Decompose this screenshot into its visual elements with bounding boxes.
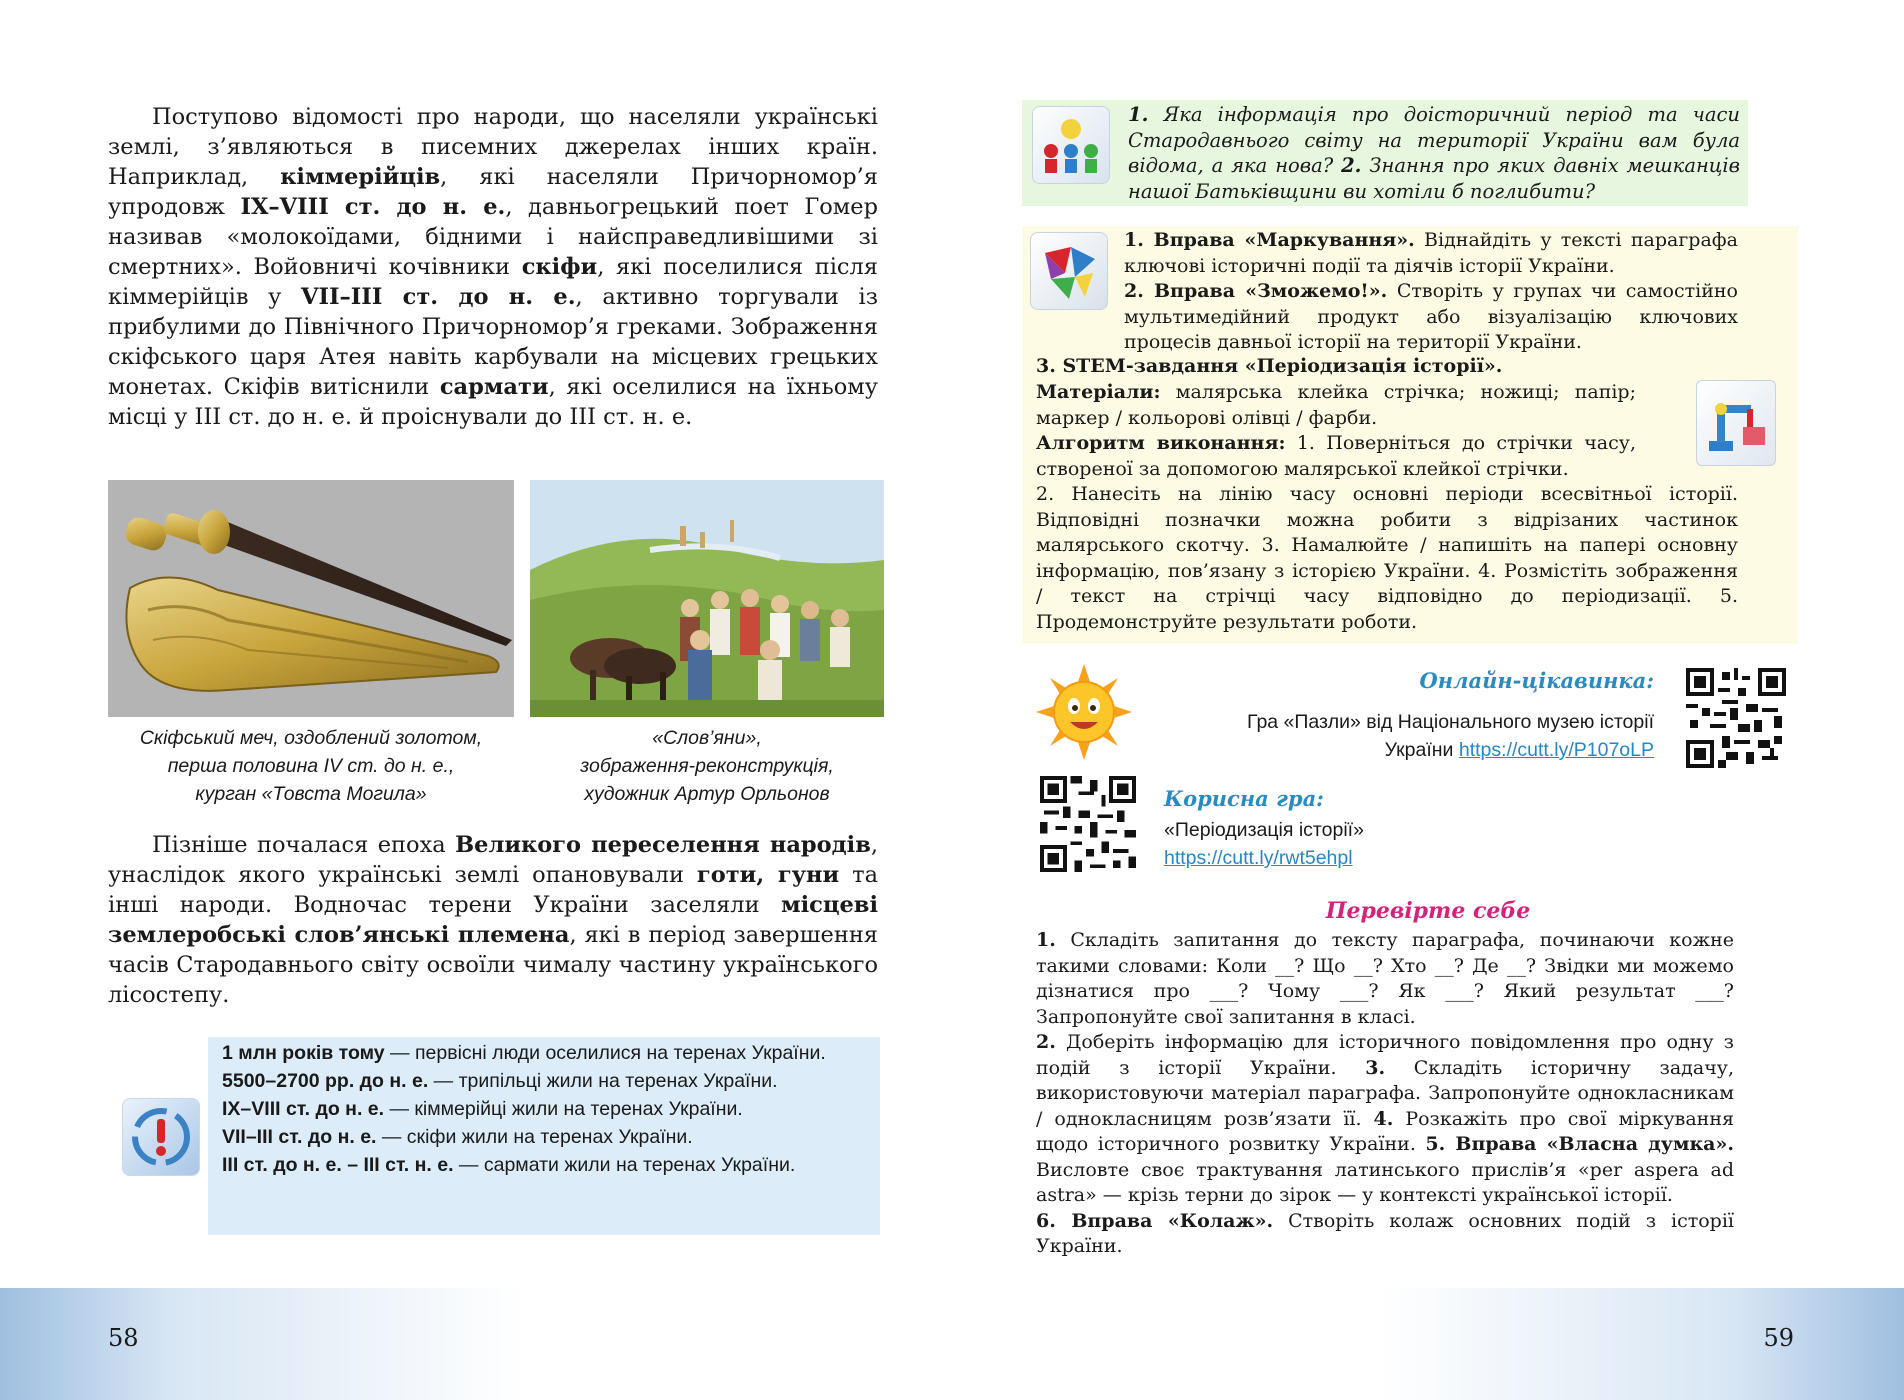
online-title: Онлайн-цікавинка: (1419, 668, 1654, 693)
term-goths-huns: готи, гуни (696, 862, 840, 888)
caption-line: зображення-реконструкція, (580, 755, 834, 777)
footer-band (0, 1288, 952, 1400)
chronology-date: 5500–2700 рр. до н. е. (222, 1070, 429, 1092)
algorithm-steps: 2. Нанесіть на лінію часу основні періоди всесвітньої історії. Відповідні позначки можна робити з відрізаних частинок малярського скотчу. 3. Намалюйте / напишіть на папері основну інформацію, пов’язану з історією України. 4. Розмістіть зображення / текст на стрічці часу відповідно до періодизації. 5. Продемонструйте результати роботи. (1036, 483, 1738, 633)
check-number: 2. (1036, 1031, 1056, 1053)
task-label: 3. STEM-завдання «Періодизація історії». (1036, 355, 1503, 377)
sword-illustration (108, 480, 514, 717)
text-span: , активно торгували із прибулими до Північного Причорномор’я греками. Зображення скіфського царя Атея навіть карбували на місцевих грецьких монетах. Скіфів витіснили (108, 284, 878, 400)
materials-label: Матеріали: (1036, 381, 1161, 403)
footer-band (952, 1288, 1904, 1400)
slavs-caption (530, 724, 884, 808)
task-text: Створіть у групах чи самостійно мультимедійний продукт або візуалізацію ключових процесів давньої історії на території України. (1124, 280, 1738, 353)
caption-line: Скіфський меч, оздоблений золотом, (139, 727, 483, 749)
chronology-text: — кіммерійці жили на теренах України. (384, 1098, 743, 1120)
caption-line: «Слов’яни», (652, 727, 762, 749)
question-text: Знання про яких давніх мешканців нашої Батьківщини ви хотіли б поглибити? (1128, 154, 1740, 203)
chronology-text: — скіфи жили на теренах України. (376, 1126, 693, 1148)
exclamation-recycle-icon (122, 1098, 200, 1176)
text-span: , які оселилися на їхньому місці у III ст. до н. е. й проіснували до III ст. н. е. (108, 374, 878, 430)
chronology-text: — сармати жили на теренах України. (453, 1154, 796, 1176)
check-text: Розкажіть про свої міркування щодо історичного розвитку України. (1036, 1107, 1734, 1155)
term-scythians: скіфи (521, 254, 598, 280)
question-number: 2. (1341, 154, 1362, 177)
chronology-date: 1 млн років тому (222, 1042, 385, 1064)
check-yourself-tasks (1036, 928, 1734, 1260)
caption-line: курган «Товста Могила» (195, 783, 427, 805)
term-great-migration: Великого переселення народів (455, 832, 871, 858)
text-span: , які населяли Причорномор’я упродовж (108, 164, 878, 220)
sun-icon (1036, 664, 1132, 760)
check-number: 1. (1036, 929, 1056, 951)
page-number: 59 (1763, 1324, 1794, 1352)
chronology-text: — первісні люди оселилися на теренах України. (384, 1042, 826, 1064)
check-text: Доберіть інформацію для історичного повідомлення про одну з подій з історії України. (1036, 1031, 1734, 1079)
term-sarmatians: сармати (439, 374, 549, 400)
questions-text (1128, 102, 1740, 204)
task-stem (1036, 354, 1736, 380)
chronology-date: IX–VIII ст. до н. е. (222, 1098, 385, 1120)
game-title: Корисна гра: (1164, 786, 1324, 811)
task-text: Віднайдіть у тексті параграфа ключові історичні події та діячів історії України. (1124, 229, 1738, 277)
task-label: 1. Вправа «Маркування». (1124, 229, 1415, 251)
game-name: «Періодизація історії» (1164, 819, 1364, 841)
qr-code-online[interactable] (1686, 668, 1786, 768)
term-slavic-tribes: місцеві землеробські слов’янські племена (108, 892, 878, 948)
sword-caption (100, 724, 522, 808)
colorful-hands-icon (1030, 232, 1108, 310)
people-icon (1033, 107, 1109, 183)
page-number: 58 (108, 1324, 139, 1352)
slavs-painting (530, 480, 884, 717)
migration-paragraph (108, 830, 878, 1010)
caption-line: перша половина IV ст. до н. е., (167, 755, 455, 777)
chronology-item (208, 1095, 880, 1123)
date-cimmerians: IX–VIII ст. до н. е. (240, 194, 506, 220)
online-text: Гра «Пазли» від Національного музею історії України (1246, 711, 1654, 761)
robot-arm-icon (1696, 380, 1776, 466)
check-number: 4. (1373, 1107, 1394, 1130)
chronology-item (208, 1067, 880, 1095)
question-text: Яка інформація про доісторичний період та часи Стародавнього світу на території України вам була відома, а яка нова? (1128, 103, 1740, 177)
slavs-illustration (530, 480, 884, 717)
date-scythians: VII–III ст. до н. е. (301, 284, 576, 310)
chronology-date: III ст. до н. е. – III ст. н. е. (222, 1154, 454, 1176)
exclamation-icon (123, 1099, 199, 1175)
task-marking (1124, 228, 1738, 356)
algorithm-text: 1. Поверніться до стрічки часу, створеної за допомогою малярської клейкої стрічки. (1036, 432, 1636, 480)
text-span: Поступово відомості про народи, що населяли українські землі, з’являються в писемних джерелах інших країн. Наприклад, (108, 104, 878, 190)
chronology-item (208, 1151, 880, 1179)
text-span: , які поселилися після кіммерійців у (108, 254, 878, 310)
chronology-item (208, 1039, 880, 1067)
check-text: Складіть історичну задачу, використовуючи матеріал параграфа. Запропонуйте однокласникам / однокласницям розв’язати її. (1036, 1056, 1734, 1130)
task-label: 2. Вправа «Зможемо!». (1124, 280, 1388, 302)
text-span: , давньогрецький поет Гомер називав «молокоїдами, бідними і найсправедливішими зі смертних». Войовничі кочівники (108, 194, 878, 280)
qr-online-image (1686, 668, 1786, 768)
question-number: 1. (1128, 103, 1149, 126)
algorithm-label: Алгоритм виконання: (1036, 432, 1286, 454)
chronology-item (208, 1123, 880, 1151)
term-cimmerians: кіммерійців (280, 164, 441, 190)
game-link[interactable]: https://cutt.ly/rwt5ehpl (1164, 847, 1353, 869)
text-span: , унаслідок якого українські землі опановували (108, 832, 878, 888)
chronology-date: VII–III ст. до н. е. (222, 1126, 377, 1148)
materials-text: малярська клейка стрічка; ножиці; папір; маркер / кольорові олівці / фарби. (1036, 381, 1636, 429)
check-number: 3. (1365, 1056, 1386, 1079)
sun-face-icon (1036, 664, 1132, 760)
check-text: Висловте своє трактування латинського прислів’я «per aspera ad astra» — крізь терни до зірок — у контексті української історії. (1036, 1158, 1734, 1206)
qr-code-game[interactable] (1040, 776, 1136, 872)
check-number: 5. Вправа «Власна думка». (1425, 1133, 1734, 1155)
scythian-sword-photo (108, 480, 514, 717)
qr-game-image (1040, 776, 1136, 872)
right-page (952, 0, 1904, 1400)
online-description (1184, 708, 1654, 764)
check-yourself-title: Перевірте себе (1325, 898, 1531, 924)
caption-line: художник Артур Орльонов (584, 783, 830, 805)
check-number: 6. Вправа «Колаж». (1036, 1209, 1274, 1232)
robot-icon (1697, 381, 1775, 465)
check-text: Складіть запитання до тексту параграфа, починаючи кожне такими словами: Коли __? Що __? Хто __? Де __? Звідки ми можемо дізнатися про ___? Чому ___? Як ___? Який результат ___? Запропонуйте свої запитання в класі. (1036, 929, 1734, 1028)
people-lightbulb-icon (1032, 106, 1110, 184)
chronology-box (208, 1037, 880, 1235)
chronology-text: — трипільці жили на теренах України. (428, 1070, 778, 1092)
intro-paragraph (108, 102, 878, 432)
hands-icon (1031, 233, 1107, 309)
online-link[interactable]: https://cutt.ly/P107oLP (1458, 739, 1654, 761)
text-span: Пізніше почалася епоха (152, 832, 456, 858)
text-span: та інші народи. Водночас терени України заселяли (108, 862, 878, 918)
stem-algorithm-rest (1036, 482, 1738, 635)
stem-materials (1036, 380, 1636, 482)
game-description (1164, 816, 1364, 872)
text-span: , які в період завершення часів Стародавнього світу освоїли чималу частину українського лісостепу. (108, 922, 879, 1008)
check-text: Створіть колаж основних подій з історії України. (1036, 1209, 1734, 1257)
